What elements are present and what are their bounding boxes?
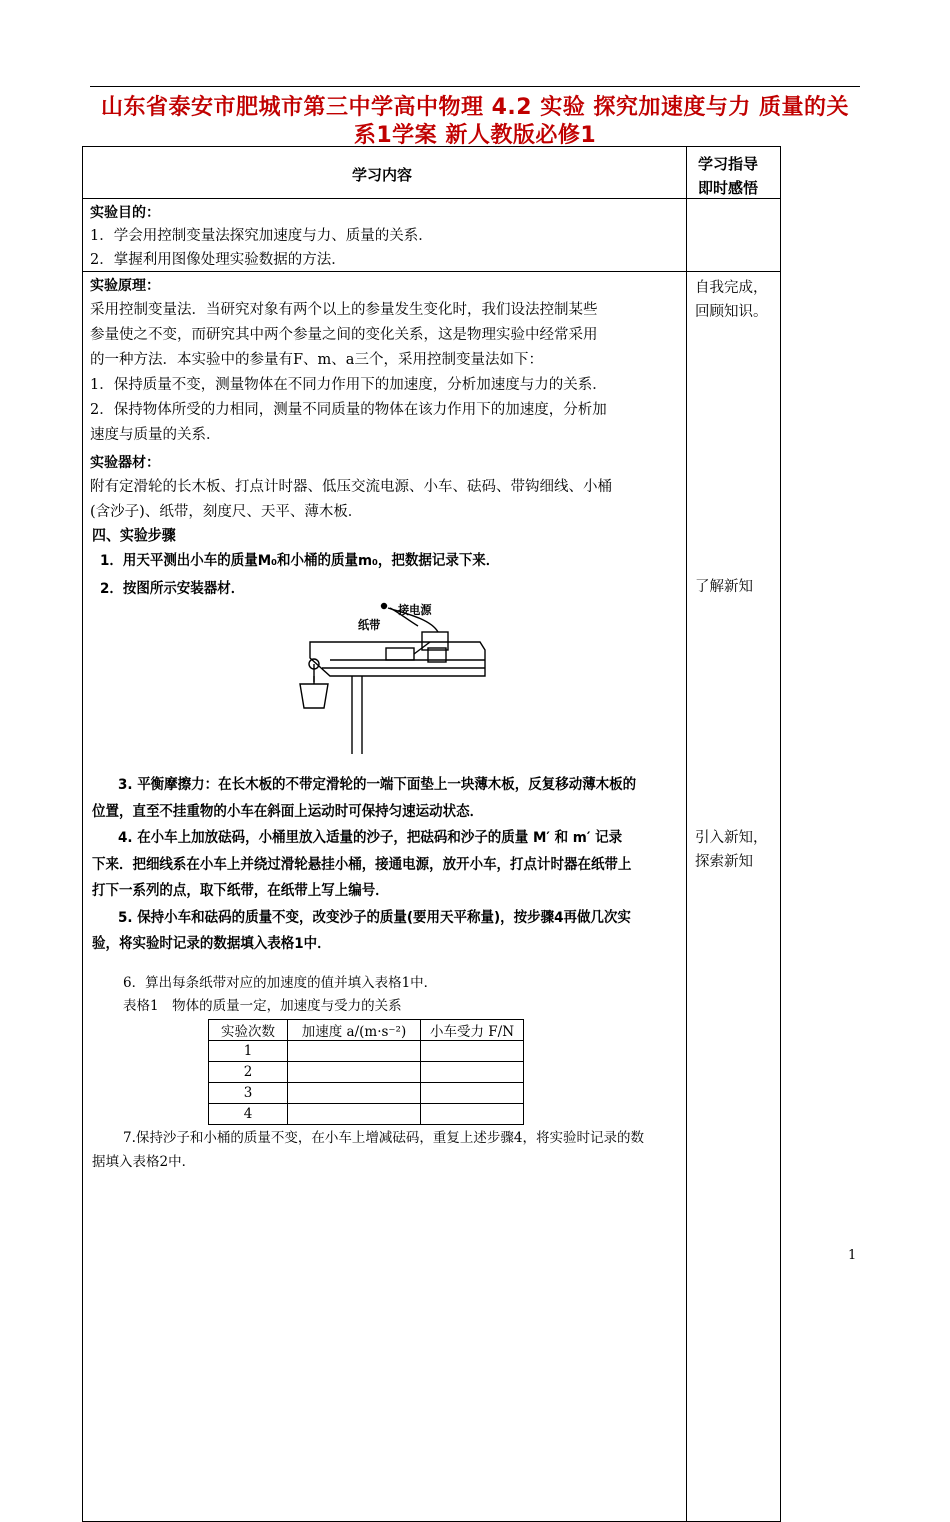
page-number: 1 — [848, 1248, 857, 1263]
side-note-1-line-1: 自我完成， — [695, 280, 768, 296]
step-5-line-1: 5. 保持小车和砝码的质量不变，改变沙子的质量(要用天平称量)，按步骤4再做几次实 — [118, 910, 631, 926]
equipment-line-1: 附有定滑轮的长木板、打点计时器、低压交流电源、小车、砝码、带钩细线、小桶 — [90, 479, 612, 495]
equipment-heading: 实验器材： — [90, 455, 160, 471]
table-cell: 3 — [209, 1083, 288, 1104]
side-note-3-line-1: 引入新知， — [695, 830, 768, 846]
step-3-line-1: 3. 平衡摩擦力：在长木板的不带定滑轮的一端下面垫上一块薄木板，反复移动薄木板的 — [118, 777, 637, 793]
table-cell[interactable] — [288, 1041, 421, 1062]
table-cell: 4 — [209, 1104, 288, 1125]
principle-line-3: 的一种方法．本实验中的参量有F、m、a三个，采用控制变量法如下： — [90, 352, 543, 368]
table-row — [209, 1041, 524, 1062]
page-title — [90, 94, 860, 150]
objective-item-2: 2．掌握利用图像处理实验数据的方法． — [90, 252, 346, 268]
table-cell[interactable] — [288, 1083, 421, 1104]
step-5-line-2: 验，将实验时记录的数据填入表格1中． — [92, 936, 331, 952]
table-row — [209, 1083, 524, 1104]
principle-line-1: 采用控制变量法．当研究对象有两个以上的参量发生变化时，我们设法控制某些 — [90, 302, 598, 318]
table-cell[interactable] — [421, 1041, 524, 1062]
principle-line-4: 1．保持质量不变，测量物体在不同力作用下的加速度，分析加速度与力的关系． — [90, 377, 607, 393]
table-header-row — [209, 1020, 524, 1041]
step-3-line-2: 位置，直至不挂重物的小车在斜面上运动时可保持匀速运动状态． — [92, 804, 484, 820]
step-2: 2．按图所示安装器材． — [100, 581, 245, 597]
table-row — [209, 1062, 524, 1083]
header-guide-line-2: 即时感悟 — [698, 179, 759, 197]
table-row — [209, 1104, 524, 1125]
table-cell[interactable] — [421, 1062, 524, 1083]
principle-line-5: 2．保持物体所受的力相同，测量不同质量的物体在该力作用下的加速度，分析加 — [90, 402, 607, 418]
table-cell[interactable] — [288, 1104, 421, 1125]
header-divider — [82, 198, 780, 199]
principle-line-2: 参量使之不变，而研究其中两个参量之间的变化关系，这是物理实验中经常采用 — [90, 327, 598, 343]
table-cell[interactable] — [421, 1104, 524, 1125]
step-7-line-1: 7.保持沙子和小桶的质量不变，在小车上增减砝码，重复上述步骤4，将实验时记录的数 — [123, 1130, 644, 1146]
table-border-right — [780, 146, 781, 1522]
label-tape: 纸带 — [358, 618, 381, 632]
label-power: 接电源 — [398, 603, 432, 617]
top-rule — [90, 86, 860, 87]
step-1: 1．用天平测出小车的质量M₀和小桶的质量m₀，把数据记录下来． — [100, 553, 500, 569]
objective-item-1: 1．学会用控制变量法探究加速度与力、质量的关系． — [90, 228, 433, 244]
table-column-divider — [686, 146, 687, 1522]
header-guide-line-1: 学习指导 — [698, 155, 759, 173]
apparatus-figure — [290, 598, 500, 758]
data-table-1 — [208, 1019, 524, 1125]
table-border-left — [82, 146, 83, 1522]
objective-heading: 实验目的： — [90, 205, 160, 221]
table-border-top — [82, 146, 780, 147]
table-header-trial: 实验次数 — [209, 1020, 288, 1041]
table-header-force: 小车受力 F/N — [421, 1020, 524, 1041]
step-4-line-2: 下来．把细线系在小车上并绕过滑轮悬挂小桶，接通电源，放开小车，打点计时器在纸带上 — [92, 857, 632, 873]
table-cell: 1 — [209, 1041, 288, 1062]
table-header-acceleration: 加速度 a/(m·s⁻²) — [288, 1020, 421, 1041]
title-line-2: 系1学案 新人教版必修1 — [353, 123, 597, 148]
header-content: 学习内容 — [352, 166, 413, 184]
title-line-1: 山东省泰安市肥城市第三中学高中物理 4.2 实验 探究加速度与力 质量的关 — [100, 95, 850, 120]
step-6: 6．算出每条纸带对应的加速度的值并填入表格1中． — [123, 975, 438, 991]
step-7-line-2: 据填入表格2中． — [92, 1154, 196, 1170]
equipment-line-2: (含沙子)、纸带，刻度尺、天平、薄木板． — [90, 504, 363, 520]
table-caption: 表格1 物体的质量一定，加速度与受力的关系 — [123, 998, 402, 1014]
table-cell[interactable] — [288, 1062, 421, 1083]
side-note-2: 了解新知 — [695, 579, 753, 595]
steps-heading: 四、实验步骤 — [92, 526, 176, 544]
step-4-line-1: 4. 在小车上加放砝码，小桶里放入适量的沙子，把砝码和沙子的质量 M′ 和 m′ 记录 — [118, 830, 623, 846]
step-4-line-3: 打下一系列的点，取下纸带，在纸带上写上编号． — [92, 883, 389, 899]
side-note-3-line-2: 探索新知 — [695, 854, 753, 870]
principle-heading: 实验原理： — [90, 278, 160, 294]
principle-line-6: 速度与质量的关系． — [90, 427, 221, 443]
side-note-1-line-2: 回顾知识。 — [695, 304, 768, 320]
table-cell: 2 — [209, 1062, 288, 1083]
table-cell[interactable] — [421, 1083, 524, 1104]
